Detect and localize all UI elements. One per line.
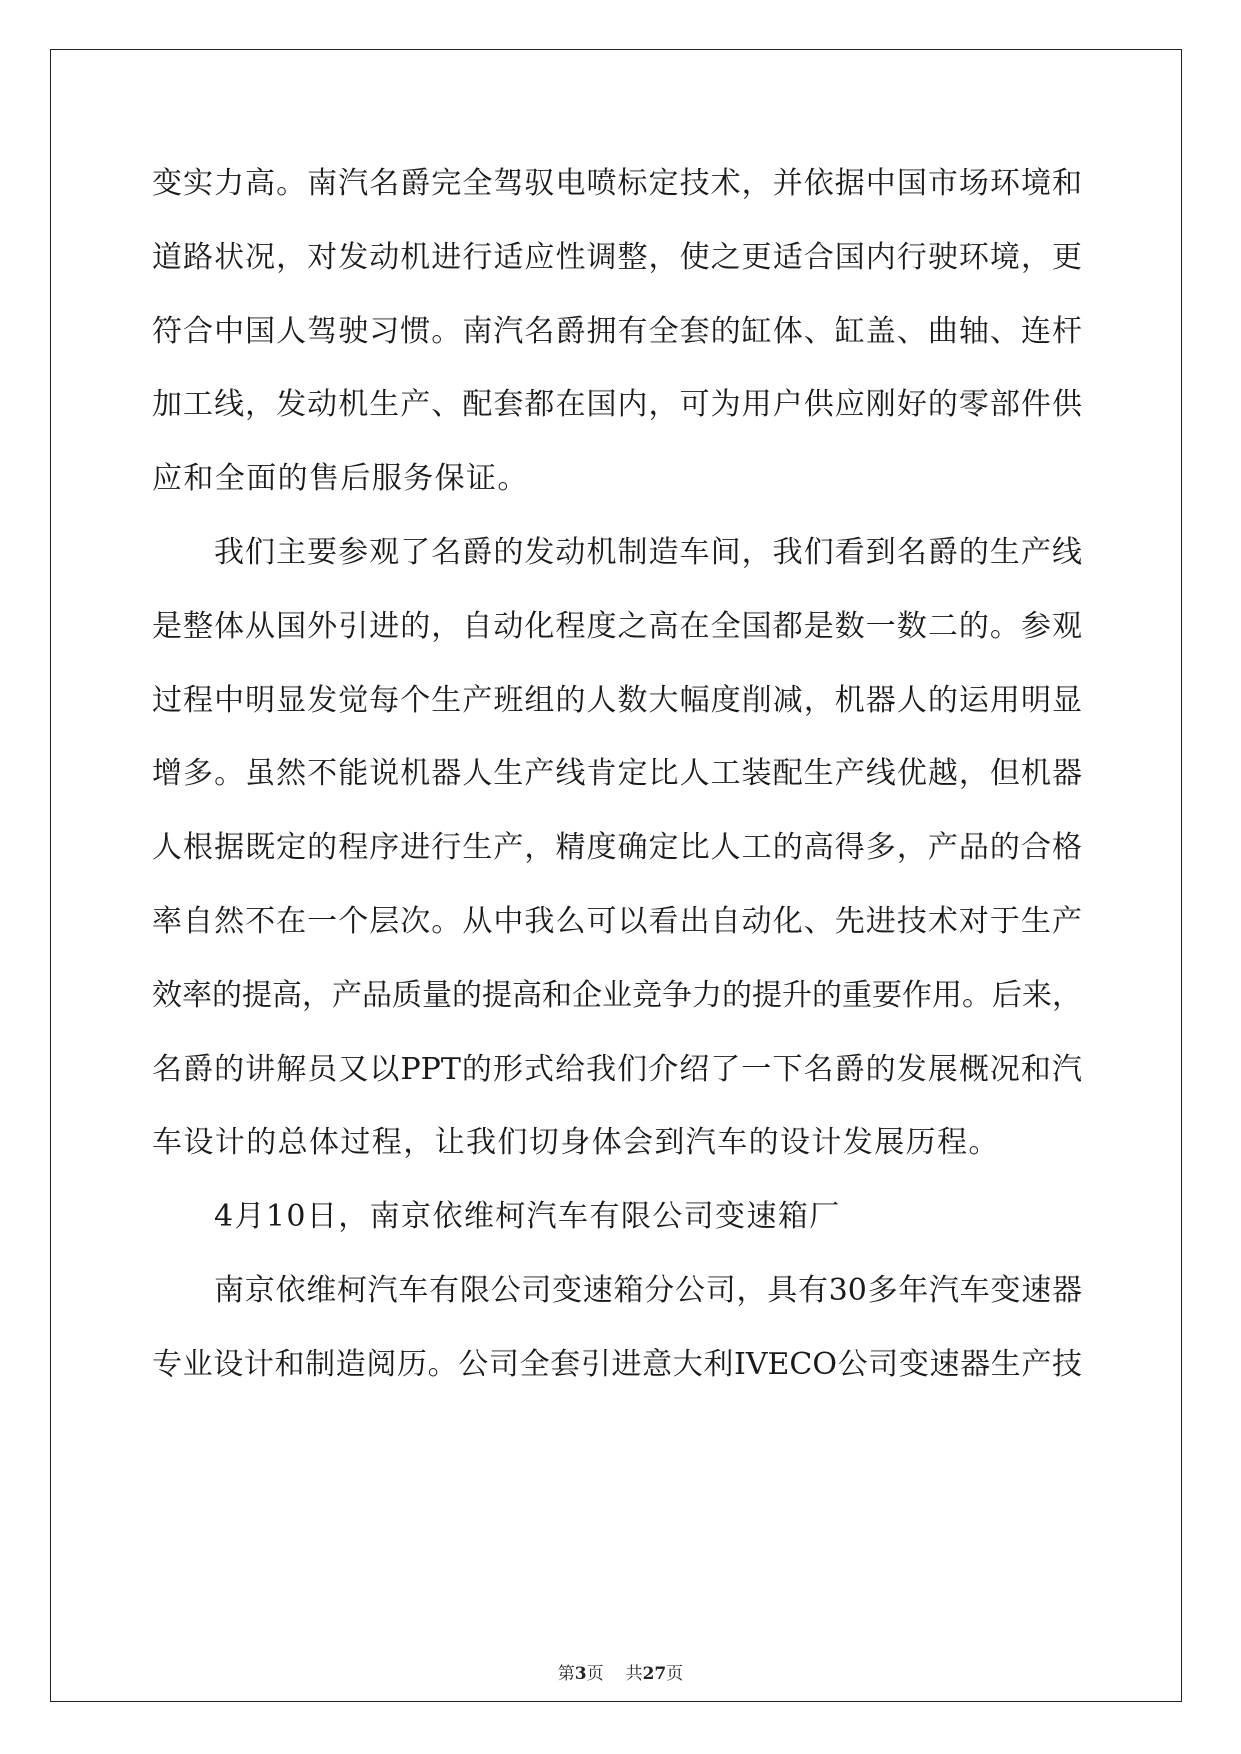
text-line: 车设计的总体过程，让我们切身体会到汽车的设计发展历程。	[152, 1125, 1000, 1161]
paragraph-first-line: 南京依维柯汽车有限公司变速箱分公司，具有30多年汽车变速器	[214, 1272, 1082, 1308]
text-line: 是整体从国外引进的，自动化程度之高在全国都是数一数二的。参观	[152, 608, 1082, 644]
total-suffix: 页	[666, 1664, 684, 1684]
document-body	[152, 164, 1082, 1419]
text-line: 应和全面的售后服务保证。	[152, 461, 529, 497]
text-line: 名爵的讲解员又以PPT的形式给我们介绍了一下名爵的发展概况和汽	[152, 1051, 1082, 1087]
text-line: 增多。虽然不能说机器人生产线肯定比人工装配生产线优越，但机器	[152, 756, 1082, 792]
page-number: 3	[574, 1664, 587, 1684]
page-footer	[0, 1664, 1241, 1684]
text-line: 过程中明显发觉每个生产班组的人数大幅度削减，机器人的运用明显	[152, 682, 1082, 718]
text-line: 符合中国人驾驶习惯。南汽名爵拥有全套的缸体、缸盖、曲轴、连杆	[152, 313, 1082, 349]
text-line: 人根据既定的程序进行生产，精度确定比人工的高得多，产品的合格	[152, 830, 1082, 866]
page-prefix: 第	[557, 1664, 575, 1684]
section-heading: 4月10日，南京依维柯汽车有限公司变速箱厂	[214, 1199, 841, 1235]
paragraph-first-line: 我们主要参观了名爵的发动机制造车间，我们看到名爵的生产线	[214, 534, 1082, 570]
text-line: 专业设计和制造阅历。公司全套引进意大利IVECO公司变速器生产技	[152, 1346, 1082, 1382]
page-suffix: 页	[586, 1664, 604, 1684]
total-pages: 27	[642, 1664, 667, 1684]
text-line: 加工线，发动机生产、配套都在国内，可为用户供应刚好的零部件供	[152, 387, 1082, 423]
total-prefix: 共	[625, 1664, 643, 1684]
text-line: 效率的提高，产品质量的提高和企业竞争力的提升的重要作用。后来，	[152, 977, 1082, 1013]
text-line: 率自然不在一个层次。从中我么可以看出自动化、先进技术对于生产	[152, 903, 1082, 939]
text-line: 变实力高。南汽名爵完全驾驭电喷标定技术，并依据中国市场环境和	[152, 166, 1082, 201]
text-line: 道路状况，对发动机进行适应性调整，使之更适合国内行驶环境，更	[152, 239, 1082, 275]
